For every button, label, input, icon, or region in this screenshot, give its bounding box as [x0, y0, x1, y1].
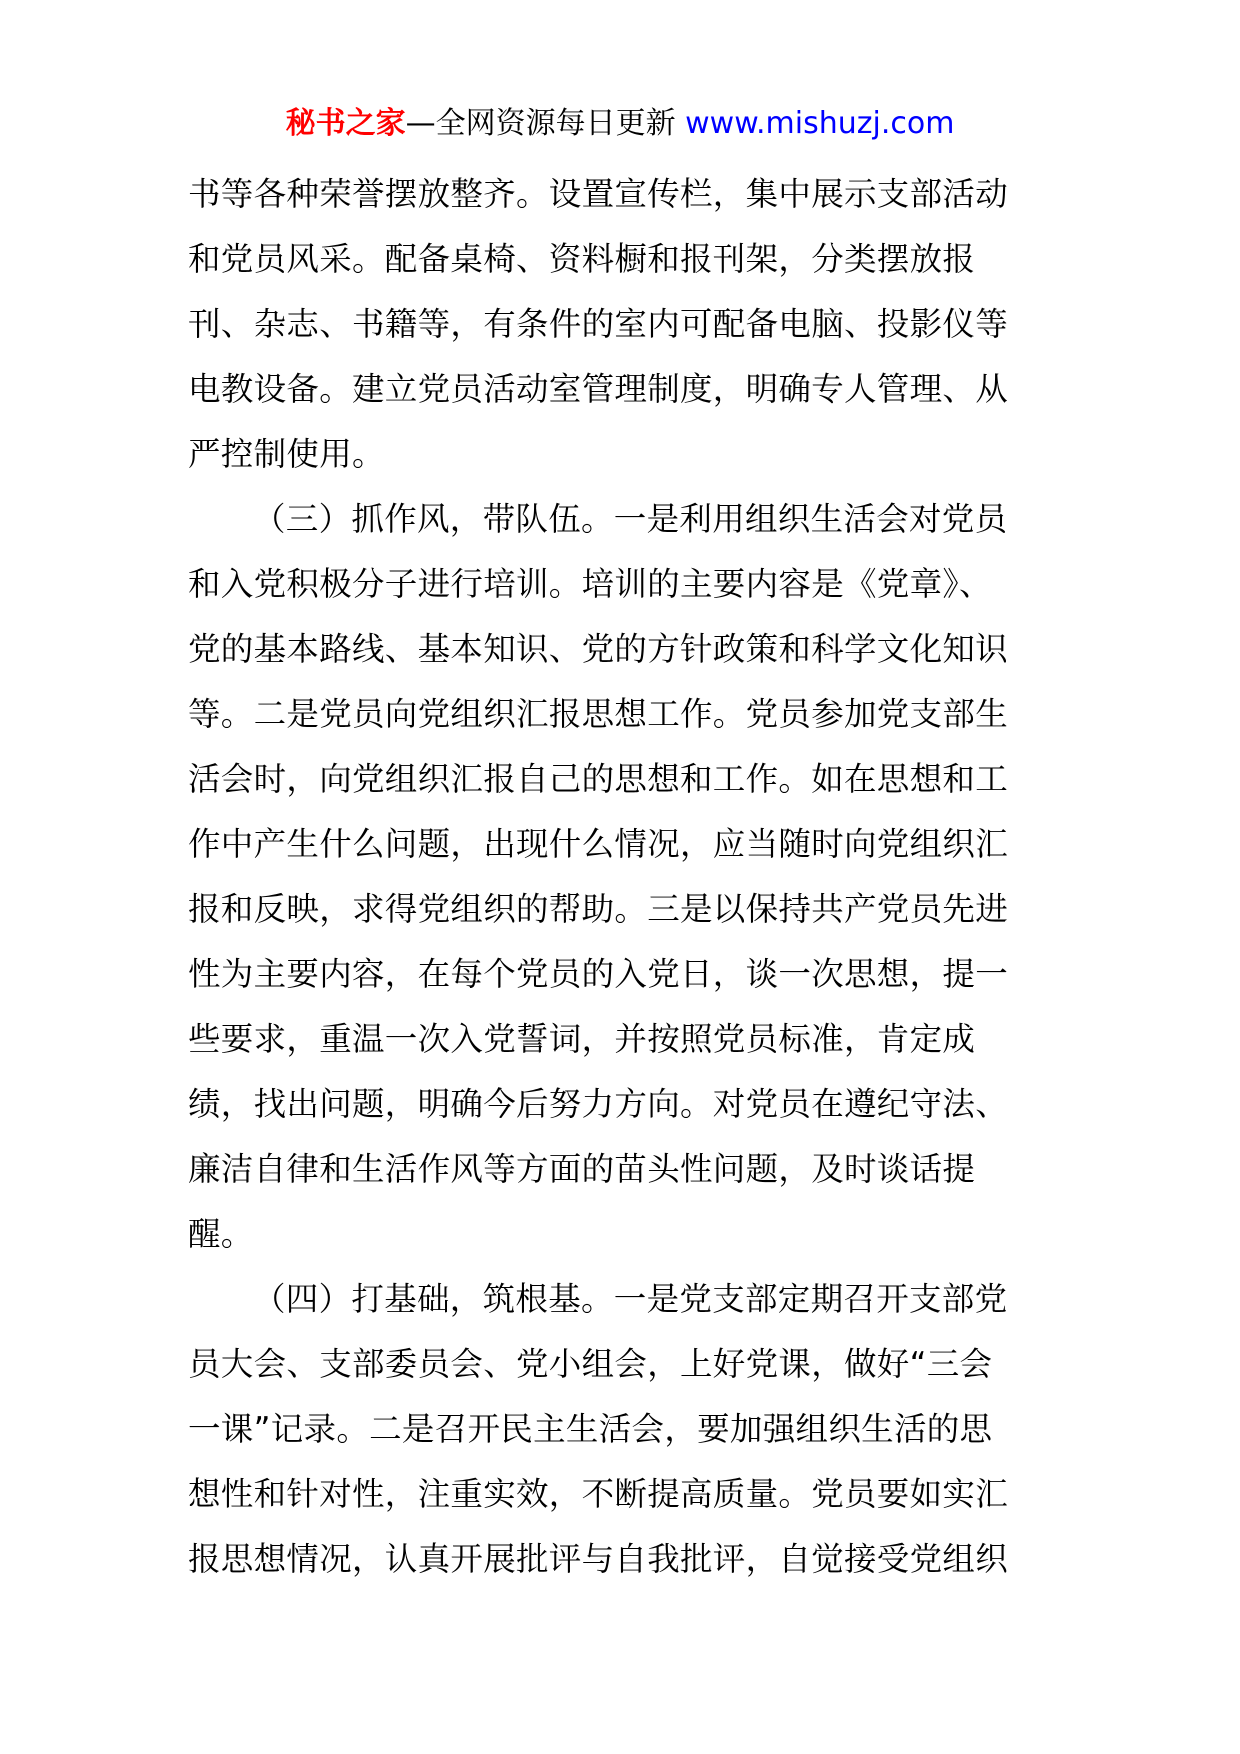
text-line: 报和反映，求得党组织的帮助。三是以保持共产党员先进: [188, 890, 1009, 928]
text-line: 性为主要内容，在每个党员的入党日，谈一次思想，提一: [188, 955, 1009, 993]
text-line: 严控制使用。: [188, 435, 385, 473]
paragraph-1: [188, 162, 1058, 487]
header-tagline: —全网资源每日更新: [405, 106, 686, 141]
text-line: 和党员风采。配备桌椅、资料橱和报刊架，分类摆放报: [188, 240, 976, 278]
text-line: 廉洁自律和生活作风等方面的苗头性问题，及时谈话提: [188, 1150, 976, 1188]
text-line: 书等各种荣誉摆放整齐。设置宣传栏，集中展示支部活动: [188, 175, 1009, 213]
text-line: （四）打基础，筑根基。一是党支部定期召开支部党: [253, 1280, 1008, 1318]
text-line: 电教设备。建立党员活动室管理制度，明确专人管理、从: [188, 370, 1009, 408]
text-line: 一课”记录。二是召开民主生活会，要加强组织生活的思: [188, 1410, 993, 1448]
text-line: 想性和针对性，注重实效，不断提高质量。党员要如实汇: [188, 1475, 1009, 1513]
text-line: 等。二是党员向党组织汇报思想工作。党员参加党支部生: [188, 695, 1009, 733]
header-brand: 秘书之家: [285, 106, 406, 141]
text-line: 些要求，重温一次入党誓词，并按照党员标准，肯定成: [188, 1020, 976, 1058]
page-header: [0, 102, 1240, 146]
text-line: 作中产生什么问题，出现什么情况，应当随时向党组织汇: [188, 825, 1009, 863]
text-line: 报思想情况，认真开展批评与自我批评，自觉接受党组织: [188, 1540, 1009, 1578]
text-line: 刊、杂志、书籍等，有条件的室内可配备电脑、投影仪等: [188, 305, 1009, 343]
text-line: 员大会、支部委员会、党小组会，上好党课，做好“三会: [188, 1345, 993, 1383]
paragraph-3: [188, 1267, 1058, 1592]
text-line: 绩，找出问题，明确今后努力方向。对党员在遵纪守法、: [188, 1085, 1009, 1123]
text-line: （三）抓作风，带队伍。一是利用组织生活会对党员: [253, 500, 1008, 538]
paragraph-2: [188, 487, 1058, 1267]
header-url-link[interactable]: www.mishuzj.com: [685, 106, 955, 141]
text-line: 活会时，向党组织汇报自己的思想和工作。如在思想和工: [188, 760, 1009, 798]
text-line: 和入党积极分子进行培训。培训的主要内容是《党章》、: [188, 565, 992, 603]
text-line: 醒。: [188, 1215, 254, 1253]
text-line: 党的基本路线、基本知识、党的方针政策和科学文化知识: [188, 630, 1009, 668]
document-body: [188, 162, 1058, 1592]
